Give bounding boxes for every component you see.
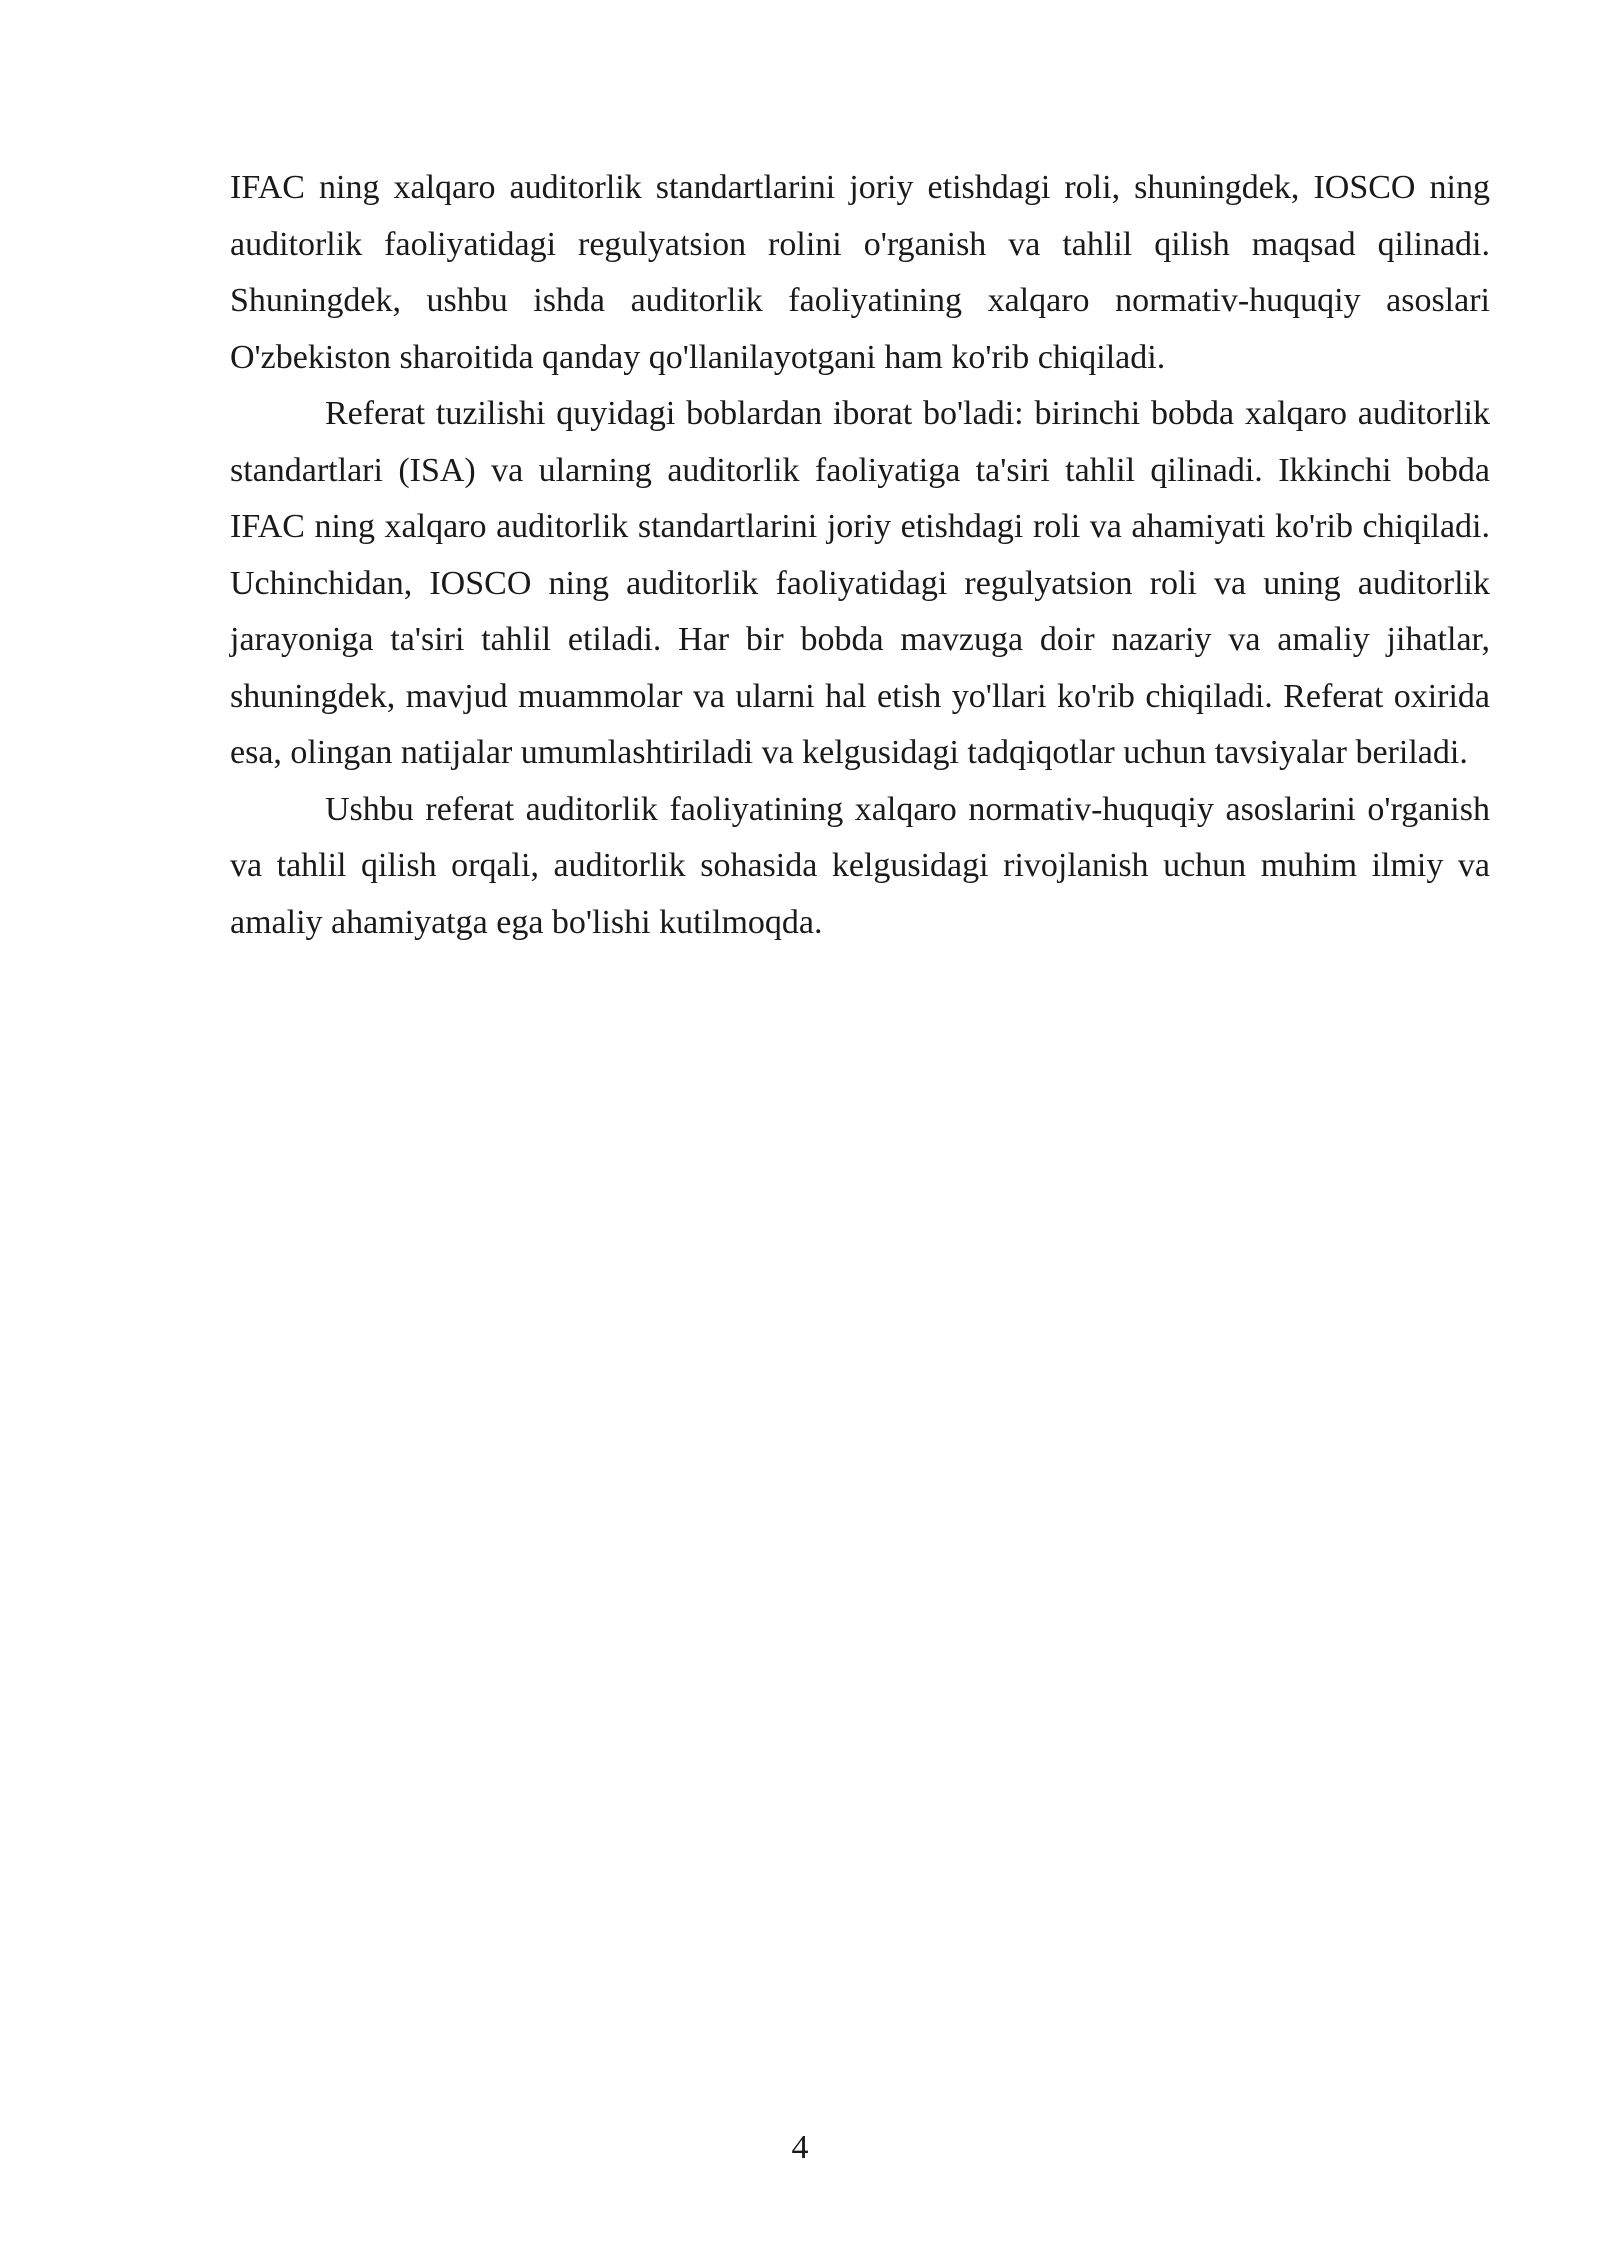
paragraph-conclusion: Ushbu referat auditorlik faoliyatining xalqaro normativ-huquqiy asoslarini o'rganish va tahlil qilish orqali, auditorlik sohasida kelgusidagi rivojlanish uchun muhim ilmiy va amaliy ahamiyatga ega bo'lishi kutilmoqda. <box>230 790 1490 941</box>
page-number: 4 <box>791 2129 809 2166</box>
paragraph-intro-continuation: IFAC ning xalqaro auditorlik standartlarini joriy etishdagi roli, shuningdek, IOSCO ning auditorlik faoliyatidagi regulyatsion rolini o'rganish va tahlil qilish maqsad qilinadi. Shuningdek, ushbu ishda auditorlik faoliyatining xalqaro normativ-huquqiy asoslari O'zbekiston sharoitida qanday qo'llanilayotgani ham ko'rib chiqiladi. <box>230 169 1490 376</box>
paragraph-structure: Referat tuzilishi quyidagi boblardan iborat bo'ladi: birinchi bobda xalqaro auditorlik standartlari (ISA) va ularning auditorlik faoliyatiga ta'siri tahlil qilinadi. Ikkinchi bobda IFAC ning xalqaro auditorlik standartlarini joriy etishdagi roli va ahamiyati ko'rib chiqiladi. Uchinchidan, IOSCO ning auditorlik faoliyatidagi regulyatsion roli va uning auditorlik jarayoniga ta'siri tahlil etiladi. Har bir bobda mavzuga doir nazariy va amaliy jihatlar, shuningdek, mavjud muammolar va ularni hal etish yo'llari ko'rib chiqiladi. Referat oxirida esa, olingan natijalar umumlashtiriladi va kelgusidagi tadqiqotlar uchun tavsiyalar beriladi. <box>230 395 1490 771</box>
document-body <box>230 160 1490 951</box>
